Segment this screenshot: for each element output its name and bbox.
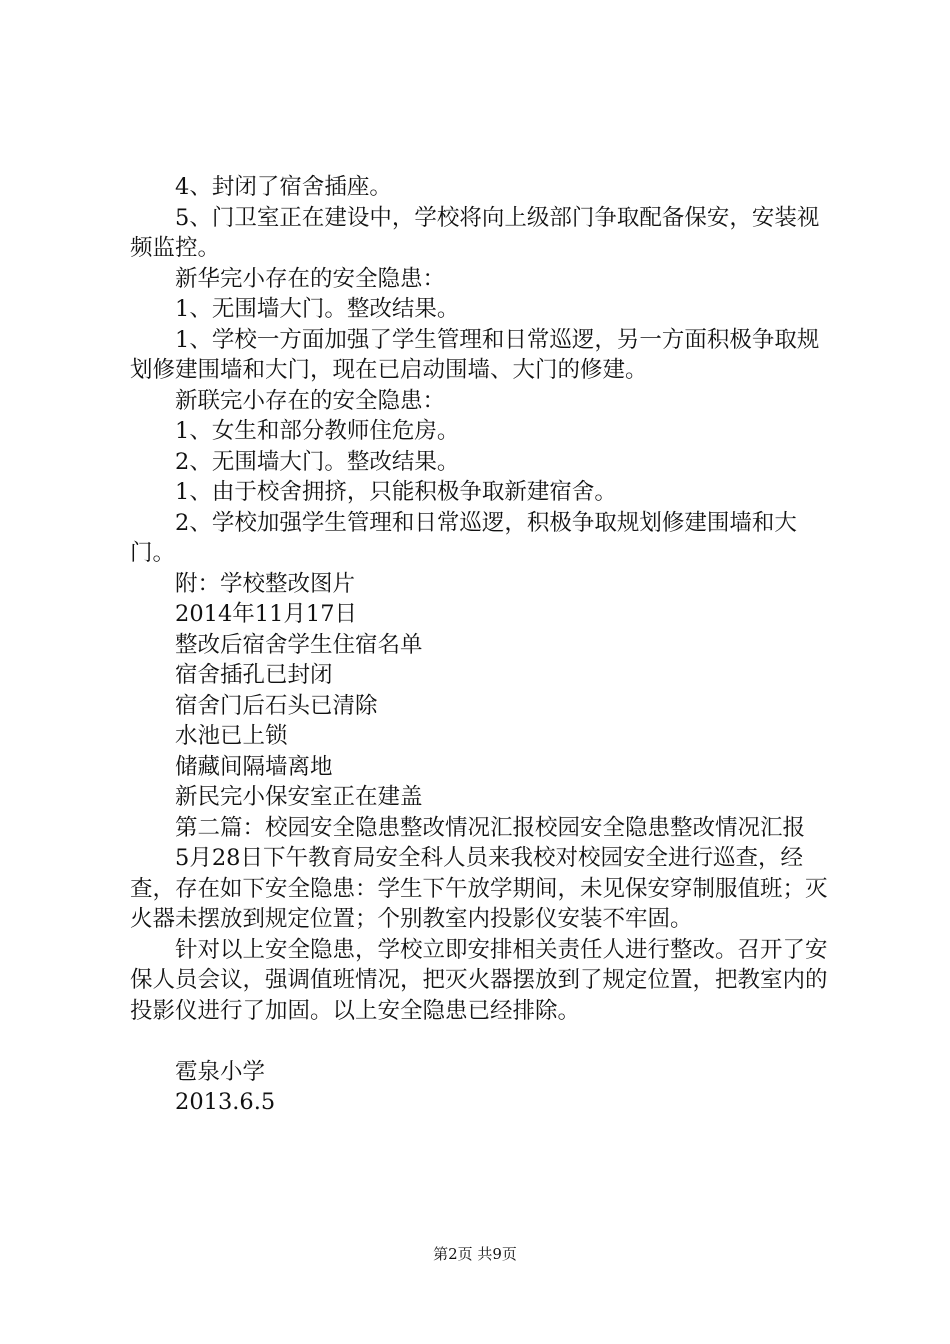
paragraph: 新联完小存在的安全隐患： xyxy=(175,387,446,414)
paragraph: 1、由于校舍拥挤，只能积极争取新建宿舍。 xyxy=(175,479,617,505)
paragraph: 2、学校加强学生管理和日常巡逻，积极争取规划修建围墙和大门。 xyxy=(130,509,797,566)
photo-caption: 水池已上锁 xyxy=(175,723,288,749)
signature-date: 2013.6.5 xyxy=(175,1089,276,1115)
section-heading: 第二篇：校园安全隐患整改情况汇报校园安全隐患整改情况汇报 xyxy=(175,814,806,841)
photo-caption: 宿舍门后石头已清除 xyxy=(175,692,378,719)
photo-caption: 新民完小保安室正在建盖 xyxy=(175,784,423,810)
paragraph: 5月28日下午教育局安全科人员来我校对校园安全进行巡查，经查，存在如下安全隐患：学生下午放学期间，未见保安穿制服值班；灭火器未摆放到规定位置；个别教室内投影仪安装不牢固。 xyxy=(130,845,828,932)
attachment-date: 2014年11月17日 xyxy=(175,601,358,627)
paragraph: 5、门卫室正在建设中，学校将向上级部门争取配备保安，安装视频监控。 xyxy=(130,204,820,261)
photo-caption: 宿舍插孔已封闭 xyxy=(175,662,333,688)
page-footer: 第2页 共9页 xyxy=(433,1245,517,1263)
photo-caption: 储藏间隔墙离地 xyxy=(175,753,333,780)
paragraph: 2、无围墙大门。整改结果。 xyxy=(175,448,460,475)
paragraph: 1、女生和部分教师住危房。 xyxy=(175,418,460,444)
attachment-heading: 附：学校整改图片 xyxy=(175,570,356,597)
photo-caption: 整改后宿舍学生住宿名单 xyxy=(175,631,423,658)
signature-school: 雹泉小学 xyxy=(175,1058,266,1085)
document-body xyxy=(130,172,835,1118)
paragraph: 1、无围墙大门。整改结果。 xyxy=(175,296,460,322)
blank-line xyxy=(130,1026,835,1057)
paragraph: 新华完小存在的安全隐患： xyxy=(175,265,446,292)
paragraph: 1、学校一方面加强了学生管理和日常巡逻，另一方面积极争取规划修建围墙和大门，现在已启动围墙、大门的修建。 xyxy=(130,326,820,383)
paragraph: 4、封闭了宿舍插座。 xyxy=(175,174,392,200)
paragraph: 针对以上安全隐患，学校立即安排相关责任人进行整改。召开了安保人员会议，强调值班情况，把灭火器摆放到了规定位置，把教室内的投影仪进行了加固。以上安全隐患已经排除。 xyxy=(130,936,828,1024)
